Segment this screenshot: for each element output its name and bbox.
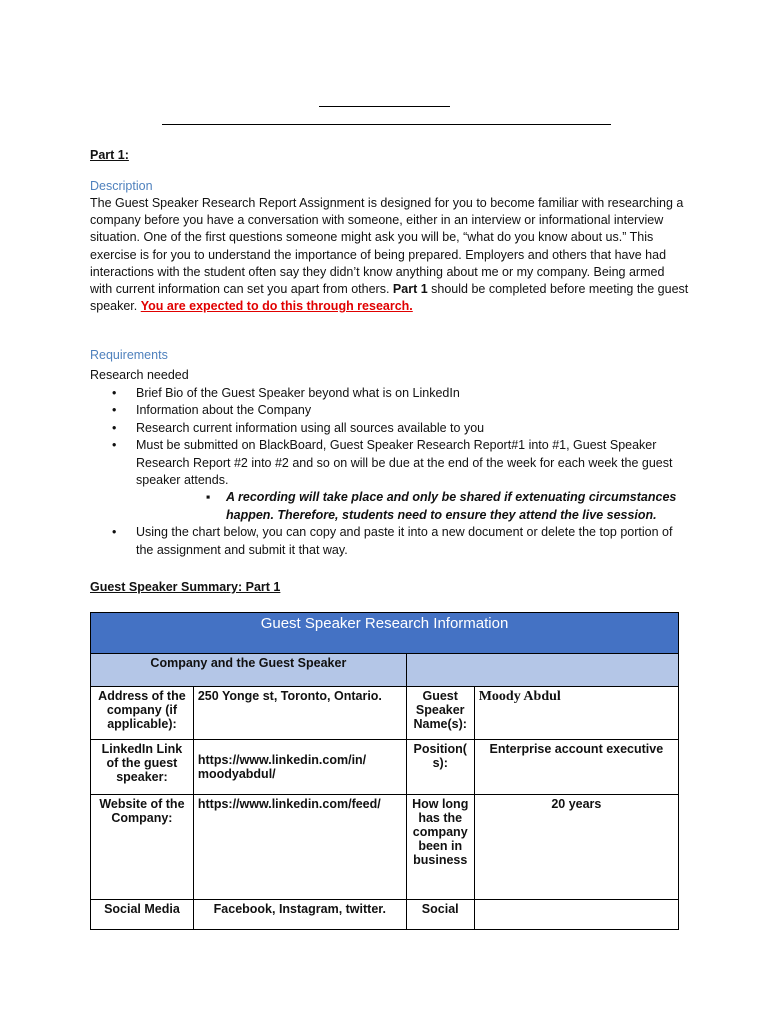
square-bullet-icon: ▪ bbox=[206, 490, 211, 505]
cell-value: Facebook, Instagram, twitter. bbox=[193, 900, 406, 930]
summary-title: Guest Speaker Summary: Part 1 bbox=[90, 580, 281, 594]
part-title: Part 1: bbox=[90, 148, 129, 162]
table-row bbox=[91, 740, 679, 795]
table-subheader: Company and the Guest Speaker bbox=[91, 654, 407, 687]
research-needed-label: Research needed bbox=[90, 368, 189, 382]
bullet-icon: • bbox=[112, 420, 117, 435]
description-paragraph bbox=[90, 195, 690, 315]
list-item bbox=[90, 524, 690, 559]
table-subheader-row bbox=[91, 654, 679, 687]
list-item bbox=[90, 437, 690, 489]
list-item bbox=[90, 402, 690, 419]
list-item-text: Using the chart below, you can copy and paste it into a new document or delete the top portion of the assignment and submit it that way. bbox=[136, 525, 673, 557]
bullet-icon: • bbox=[112, 525, 117, 540]
cell-value: https://www.linkedin.com/feed/ bbox=[193, 795, 406, 900]
research-info-table bbox=[90, 612, 679, 930]
cell-label: How long has the company been in business bbox=[406, 795, 474, 900]
description-text: The Guest Speaker Research Report Assignment is designed for you to become familiar with researching a company before you have a conversation with someone, either in an interview or informational interview situation. One of the first questions someone might ask you will be, “what do you know about us.” This exercise is for you to understand the importance of being prepared. Employers and others that have had interactions with the student often say they didn’t know anything about me or my company. Being armed with current information can set you apart from others. bbox=[90, 196, 684, 297]
table-row bbox=[91, 900, 679, 930]
list-item bbox=[90, 385, 690, 402]
cell-label: Social Media bbox=[91, 900, 194, 930]
recording-note bbox=[90, 489, 690, 524]
table-subheader-blank bbox=[406, 654, 678, 687]
bullet-icon: • bbox=[112, 386, 117, 400]
description-bold: Part 1 bbox=[392, 282, 428, 297]
cell-value: 20 years bbox=[474, 795, 678, 900]
subtitle-blank-line bbox=[162, 124, 611, 125]
cell-value: https://www.linkedin.com/in/ moodyabdul/ bbox=[193, 740, 406, 795]
table-banner: Guest Speaker Research Information bbox=[91, 613, 679, 654]
list-item-text: Brief Bio of the Guest Speaker beyond what is on LinkedIn bbox=[136, 386, 460, 400]
recording-note-text: A recording will take place and only be shared if extenuating circumstances happen. Therefore, students need to ensure they attend the live session. bbox=[226, 490, 677, 522]
cell-label: Social bbox=[406, 900, 474, 930]
list-item-text: Must be submitted on BlackBoard, Guest Speaker Research Report#1 into #1, Guest Speaker Research Report #2 into #2 and so on will be due at the end of the week for each week the guest speaker attends. bbox=[136, 438, 673, 488]
bullet-icon: • bbox=[112, 438, 117, 453]
requirements-heading: Requirements bbox=[90, 348, 168, 362]
cell-value bbox=[474, 900, 678, 930]
list-item-text: Research current information using all sources available to you bbox=[136, 420, 485, 435]
title-blank-line bbox=[319, 106, 450, 107]
bullet-icon: • bbox=[112, 403, 117, 418]
cell-label: Website of the Company: bbox=[91, 795, 194, 900]
cell-value: Enterprise account executive bbox=[474, 740, 678, 795]
research-emphasis: You are expected to do this through research. bbox=[140, 299, 413, 314]
cell-label: Address of the company (if applicable): bbox=[91, 687, 194, 740]
cell-label: Guest Speaker Name(s): bbox=[406, 687, 474, 740]
cell-label: LinkedIn Link of the guest speaker: bbox=[91, 740, 194, 795]
cell-value: Moody Abdul bbox=[474, 687, 678, 740]
description-text-after: should be completed before meeting the guest speaker. bbox=[90, 282, 689, 314]
cell-label: Position( s): bbox=[406, 740, 474, 795]
list-item-text: Information about the Company bbox=[136, 403, 312, 418]
list-item bbox=[90, 420, 690, 437]
cell-value: 250 Yonge st, Toronto, Ontario. bbox=[193, 687, 406, 740]
table-row bbox=[91, 795, 679, 900]
table-banner-row bbox=[91, 613, 679, 654]
table-row bbox=[91, 687, 679, 740]
requirements-list bbox=[90, 385, 690, 559]
description-heading: Description bbox=[90, 179, 153, 193]
